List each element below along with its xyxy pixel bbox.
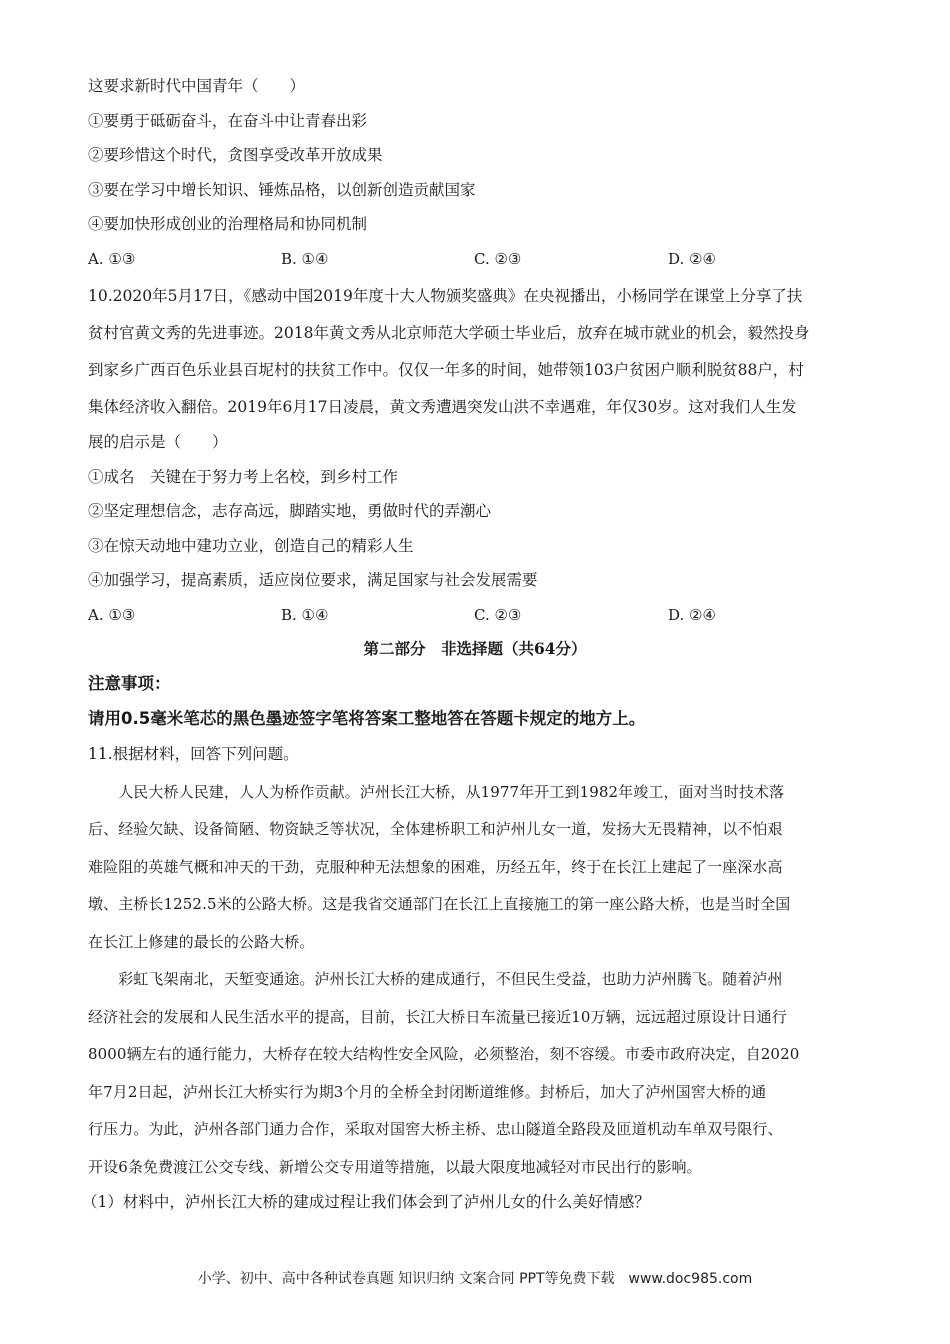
q10-option-a[interactable]: A. ①③ (88, 606, 136, 624)
q11-material-line-10: 行压力。为此，泸州各部门通力合作，采取对国窖大桥主桥、忠山隧道全路段及匝道机动车单双号限行、 (88, 1120, 783, 1138)
q11-subquestion-1: （1）材料中，泸州长江大桥的建成过程让我们体会到了泸州儿女的什么美好情感？ (82, 1193, 650, 1211)
q10-item-2: ②坚定理想信念，志存高远，脚踏实地，勇做时代的弄潮心 (88, 502, 492, 520)
q9-item-1: ①要勇于砥砺奋斗，在奋斗中让青春出彩 (88, 112, 368, 130)
q10-stem-line-2: 贫村官黄文秀的先进事迹。2018年黄文秀从北京师范大学硕士毕业后，放弃在城市就业的机会，毅然投身 (88, 324, 810, 342)
q11-material-line-11: 开设6条免费渡江公交专线、新增公交专用道等措施，以最大限度地减轻对市民出行的影响。 (88, 1158, 702, 1176)
q11-material-line-9: 年7月2日起，泸州长江大桥实行为期3个月的全桥全封闭断道维修。封桥后，加大了泸州国窖大桥的通 (88, 1083, 767, 1101)
notice-text: 请用0.5毫米笔芯的黑色墨迹签字笔将答案工整地答在答题卡规定的地方上。 (88, 709, 646, 728)
q11-material-line-7: 经济社会的发展和人民生活水平的提高，目前，长江大桥日车流量已接近10万辆，远远超过原设计日通行 (88, 1008, 787, 1026)
q11-material-line-8: 8000辆左右的通行能力，大桥存在较大结构性安全风险，必须整治，刻不容缓。市委市政府决定，自2020 (88, 1045, 800, 1063)
q11-material-line-3: 难险阻的英雄气概和冲天的干劲，克服种种无法想象的困难，历经五年，终于在长江上建起了一座深水高 (88, 858, 783, 876)
q10-stem-line-1: 10.2020年5月17日，《感动中国2019年度十大人物颁奖盛典》在央视播出，小杨同学在课堂上分享了扶 (88, 287, 803, 305)
q11-material-line-4: 墩、主桥长1252.5米的公路大桥。这是我省交通部门在长江上直接施工的第一座公路大桥，也是当时全国 (88, 895, 791, 913)
q9-stem: 这要求新时代中国青年（ ） (88, 77, 306, 95)
q9-option-c[interactable]: C. ②③ (474, 250, 522, 268)
q10-option-b[interactable]: B. ①④ (281, 606, 329, 624)
q11-material-line-6: 彩虹飞架南北，天堑变通途。泸州长江大桥的建成通行，不但民生受益，也助力泸州腾飞。随着泸州 (88, 970, 783, 988)
q10-item-4: ④加强学习，提高素质，适应岗位要求，满足国家与社会发展需要 (88, 571, 538, 589)
q11-material-line-2: 后、经验欠缺、设备简陋、物资缺乏等状况，全体建桥职工和泸州儿女一道，发扬大无畏精神，以不怕艰 (88, 820, 783, 838)
q9-option-a[interactable]: A. ①③ (88, 250, 136, 268)
q10-option-d[interactable]: D. ②④ (668, 606, 716, 624)
q9-option-d[interactable]: D. ②④ (668, 250, 716, 268)
q10-stem-line-5: 展的启示是（ ） (88, 433, 228, 451)
q10-stem-line-4: 集体经济收入翻倍。2019年6月17日凌晨，黄文秀遭遇突发山洪不幸遇难，年仅30岁。这对我们人生发 (88, 398, 797, 416)
q9-item-2: ②要珍惜这个时代，贪图享受改革开放成果 (88, 146, 383, 164)
q10-item-1: ①成名 关键在于努力考上名校，到乡村工作 (88, 468, 399, 486)
notice-title: 注意事项： (88, 674, 171, 693)
q9-item-4: ④要加快形成创业的治理格局和协同机制 (88, 215, 368, 233)
q10-item-3: ③在惊天动地中建功立业，创造自己的精彩人生 (88, 537, 414, 555)
footer-ad: 小学、初中、高中各种试卷真题 知识归纳 文案合同 PPT等免费下载 www.doc985.com (197, 1271, 753, 1287)
part2-title: 第二部分 非选择题（共64分） (363, 639, 587, 658)
q11-stem: 11.根据材料，回答下列问题。 (88, 745, 299, 763)
q10-option-c[interactable]: C. ②③ (474, 606, 522, 624)
q10-stem-line-3: 到家乡广西百色乐业县百坭村的扶贫工作中。仅仅一年多的时间，她带领103户贫困户顺利脱贫88户，村 (88, 361, 804, 379)
q9-item-3: ③要在学习中增长知识、锤炼品格，以创新创造贡献国家 (88, 181, 476, 199)
q9-option-b[interactable]: B. ①④ (281, 250, 329, 268)
q11-material-line-1: 人民大桥人民建，人人为桥作贡献。泸州长江大桥，从1977年开工到1982年竣工，面对当时技术落 (88, 783, 785, 801)
q11-material-line-5: 在长江上修建的最长的公路大桥。 (88, 933, 315, 951)
